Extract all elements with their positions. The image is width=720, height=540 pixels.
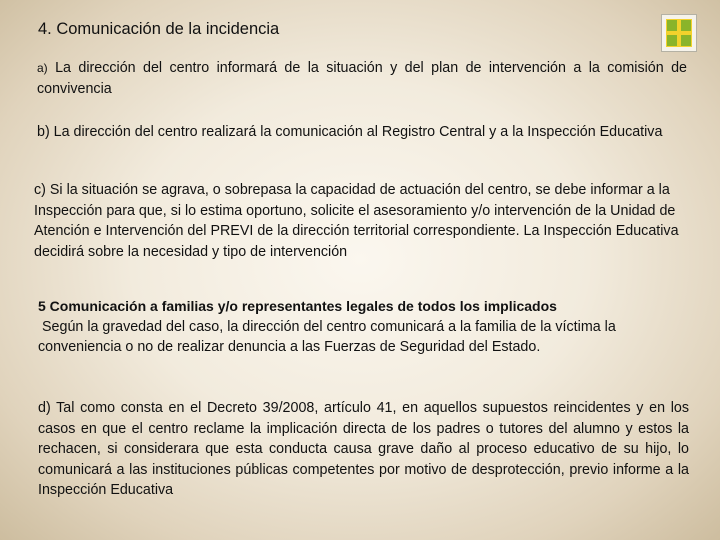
- paragraph-c-line-1: c) Si la situación se agrava, o sobrepasa la capacidad de actuación del centro, se debe informar a la Inspección para que, si lo estima oportuno, solicite el asesoramiento y/o intervención de la Unidad de: [34, 182, 676, 219]
- section-5-text: Según la gravedad del caso, la dirección del centro comunicará a la familia de la víctima la conveniencia o no de realizar denuncia a las Fuerzas de Seguridad del Estado.: [38, 318, 616, 355]
- paragraph-a-text: La dirección del centro informará de la situación y del plan de intervención a la comisión de convivencia: [37, 60, 687, 97]
- paragraph-a-label: a): [37, 61, 48, 75]
- section-5: [38, 296, 698, 358]
- paragraph-a: [37, 58, 687, 99]
- paragraph-b: b) La dirección del centro realizará la comunicación al Registro Central y a la Inspección Educativa: [37, 124, 663, 140]
- paragraph-c: [34, 180, 684, 262]
- section-title: 4. Comunicación de la incidencia: [38, 20, 280, 38]
- section-5-heading: 5 Comunicación a familias y/o representantes legales de todos los implicados: [38, 298, 557, 314]
- paragraph-c-line-2: Atención e Intervención del PREVI de la dirección territorial correspondiente. La Inspección Educativa decidirá sobre la necesidad y tipo de intervención: [34, 223, 679, 260]
- paragraph-d: d) Tal como consta en el Decreto 39/2008, artículo 41, en aquellos supuestos reincidentes y en los casos en que el centro reclame la implicación directa de los padres o tutores del alumno y estos la rechacen, si considerara que esta conducta causa grave daño al proceso educativo de su hijo, lo comunicará a las instituciones públicas competentes por motivo de desprotección, previo informe a la Inspección Educativa: [38, 400, 689, 498]
- generalitat-logo-icon: [661, 14, 697, 52]
